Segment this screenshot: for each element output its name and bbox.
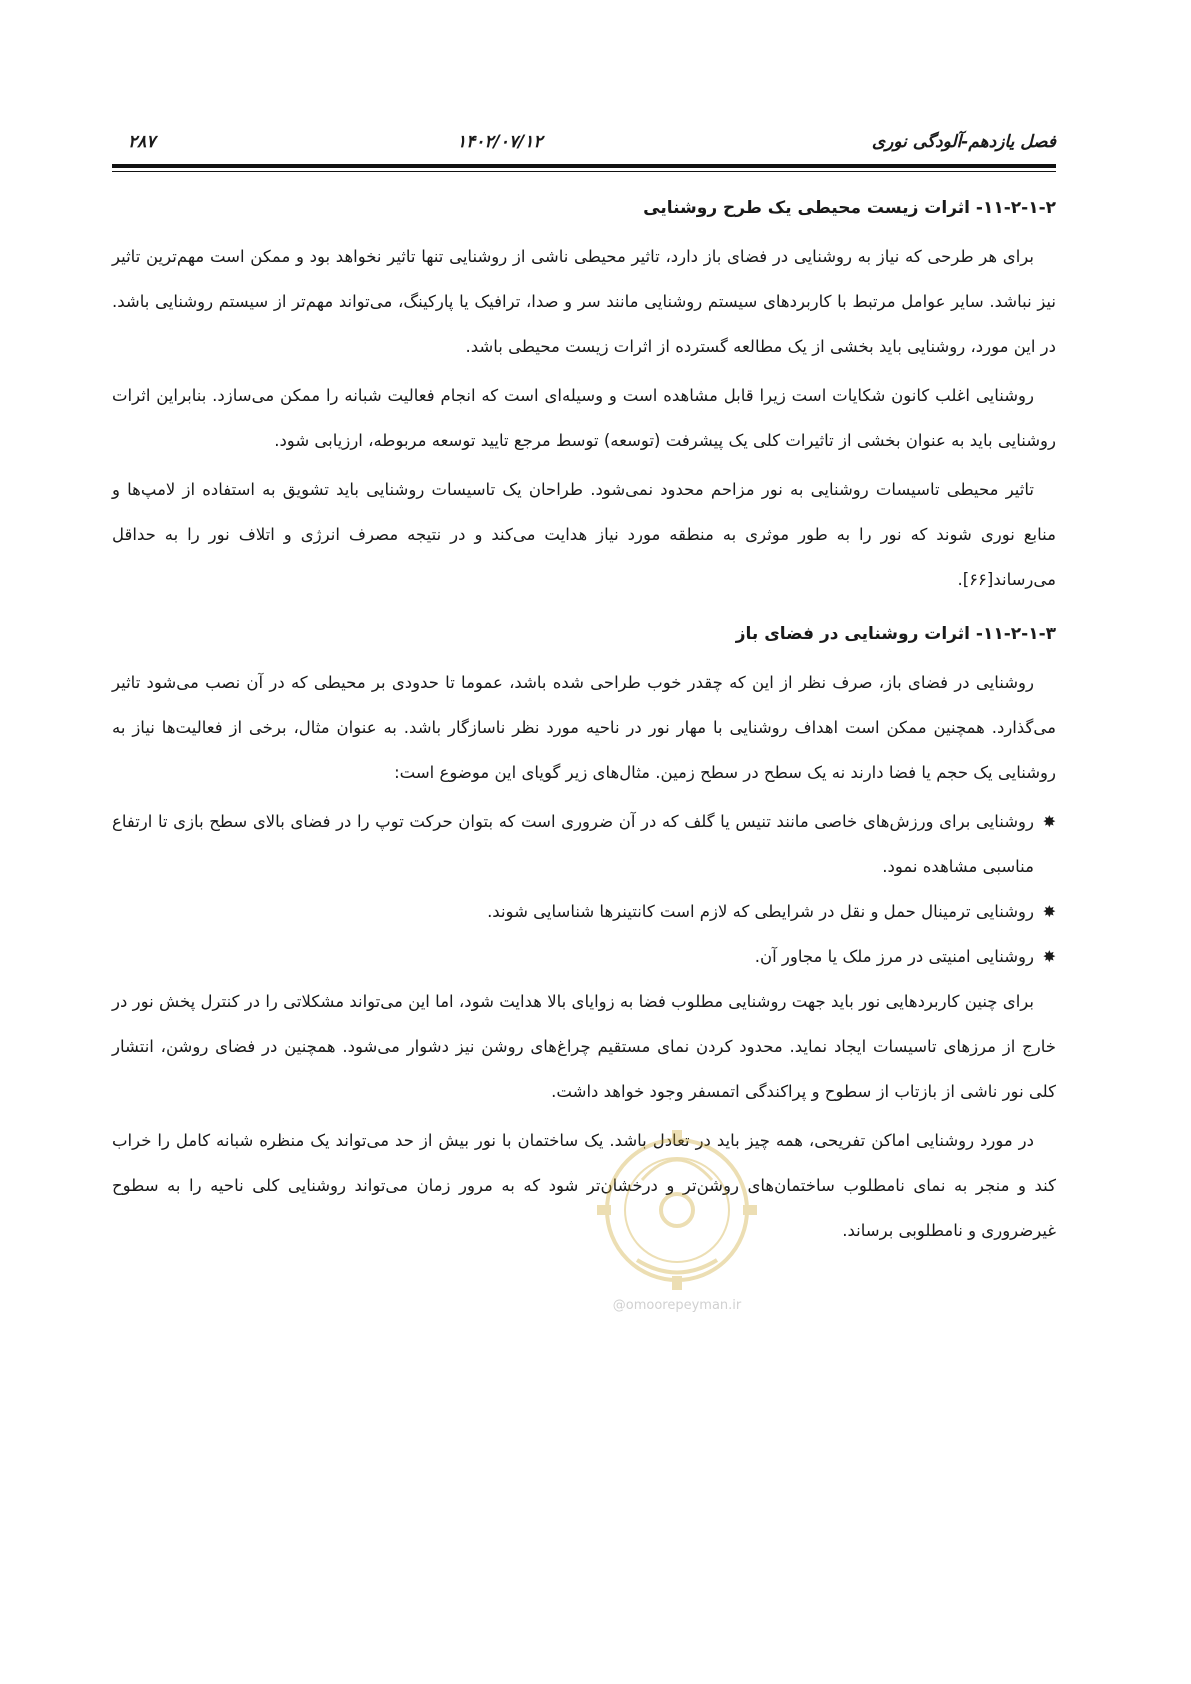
list-item xyxy=(112,889,1056,934)
chapter-title: فصل یازدهم-آلودگی نوری xyxy=(871,132,1056,152)
list-item xyxy=(112,934,1056,979)
list-item-text: روشنایی ترمینال حمل و نقل در شرایطی که لازم است کانتینرها شناسایی شوند. xyxy=(487,902,1034,921)
section-heading: ۱۱-۲-۱-۲- اثرات زیست محیطی یک طرح روشنایی xyxy=(643,198,1056,218)
watermark-logo xyxy=(582,1110,772,1330)
header-rule-thin xyxy=(112,171,1056,172)
paragraph: تاثیر محیطی تاسیسات روشنایی به نور مزاحم محدود نمی‌شود. طراحان یک تاسیسات روشنایی باید تشویق به استفاده از لامپ‌ها و منابع نوری شوند که نور را به طور موثری به منطقه مورد نیاز هدایت می‌کند و در نتیجه مصرف انرژی و اتلاف نور را به حداقل می‌رساند[۶۶]. xyxy=(112,480,1056,589)
paragraph: برای هر طرحی که نیاز به روشنایی در فضای باز دارد، تاثیر محیطی ناشی از روشنایی تنها تاثیر نخواهد بود و ممکن است مهم‌ترین تاثیر نیز نباشد. سایر عوامل مرتبط با کاربردهای سیستم روشنایی مانند سر و صدا، ترافیک یا پارکینگ، می‌تواند مهم‌تر از سیستم روشنایی باشد. در این مورد، روشنایی باید بخشی از یک مطالعه گسترده از اثرات زیست محیطی باشد. xyxy=(112,247,1056,356)
paragraph: روشنایی در فضای باز، صرف نظر از این که چقدر خوب طراحی شده باشد، عموما تا حدودی بر محیطی که در آن نصب می‌شود تاثیر می‌گذارد. همچنین ممکن است اهداف روشنایی با مهار نور در ناحیه مورد نظر ناسازگار باشد. به عنوان مثال، برخی از فعالیت‌ها نیاز به روشنایی یک حجم یا فضا دارند نه یک سطح در سطح زمین. مثال‌های زیر گویای این موضوع است: xyxy=(112,673,1056,782)
paragraph: برای چنین کاربردهایی نور باید جهت روشنایی مطلوب فضا به زوایای بالا هدایت شود، اما این می‌تواند مشکلاتی را در کنترل پخش نور در خارج از مرزهای تاسیسات ایجاد نماید. محدود کردن نمای مستقیم چراغ‌های روشن نیز دشوار می‌شود. همچنین در فضای روشن، انتشار کلی نور ناشی از بازتاب از سطوح و پراکندگی اتمسفر وجود خواهد داشت. xyxy=(112,992,1056,1101)
header-rule-thick xyxy=(112,164,1056,168)
list-item-text: روشنایی امنیتی در مرز ملک یا مجاور آن. xyxy=(754,947,1034,966)
header-date: ۱۴۰۲/۰۷/۱۲ xyxy=(457,132,543,152)
watermark-emblem-icon xyxy=(582,1110,772,1300)
paragraph: در مورد روشنایی اماکن تفریحی، همه چیز باید در تعادل باشد. یک ساختمان با نور بیش از حد می‌تواند یک منظره شبانه کامل را خراب کند و منجر به نمای نامطلوب ساختمان‌های روشن‌تر و درخشان‌تر شود که به مرور زمان می‌تواند روشنایی کلی ناحیه را به سطوح غیرضروری و نامطلوبی برساند. xyxy=(112,1131,1056,1240)
bullet-icon: ✸ xyxy=(1042,947,1056,966)
page-number: ۲۸۷ xyxy=(128,132,156,152)
bullet-icon: ✸ xyxy=(1042,812,1056,831)
document-page xyxy=(112,0,1056,1684)
section-heading: ۱۱-۲-۱-۳- اثرات روشنایی در فضای باز xyxy=(735,624,1056,644)
list-item xyxy=(112,799,1056,889)
bullet-list xyxy=(112,799,1056,979)
watermark-text: @omoorepeyman.ir xyxy=(612,1298,742,1313)
page-header xyxy=(112,128,1056,158)
page-body xyxy=(112,188,1056,1257)
bullet-icon: ✸ xyxy=(1042,902,1056,921)
list-item-text: روشنایی برای ورزش‌های خاصی مانند تنیس یا گلف که در آن ضروری است که بتوان حرکت توپ را در فضای بالای سطح بازی تا ارتفاع مناسبی مشاهده نمود. xyxy=(112,812,1034,876)
paragraph: روشنایی اغلب کانون شکایات است زیرا قابل مشاهده است و وسیله‌ای است که انجام فعالیت شبانه را ممکن می‌سازد. بنابراین اثرات روشنایی باید به عنوان بخشی از تاثیرات کلی یک پیشرفت (توسعه) توسط مرجع تایید توسعه مربوطه، ارزیابی شود. xyxy=(112,386,1056,450)
